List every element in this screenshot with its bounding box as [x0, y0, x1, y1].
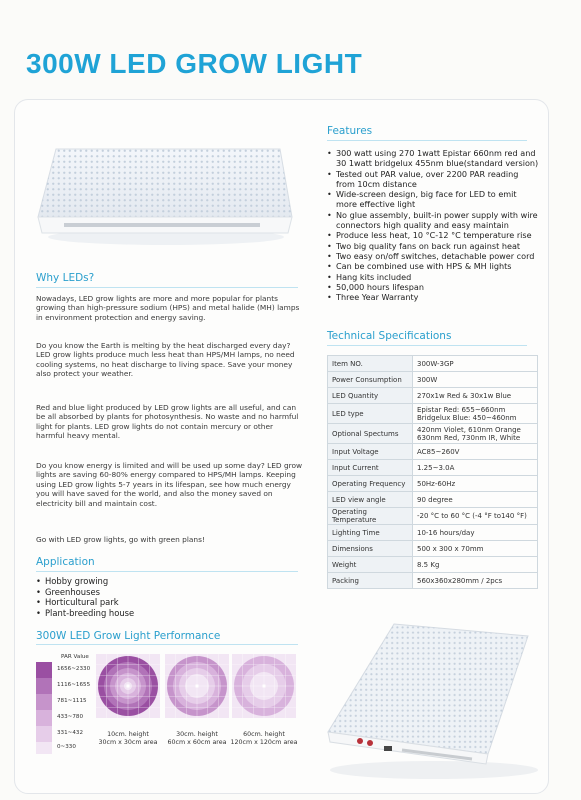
spec-value: 500 x 300 x 70mm — [413, 541, 538, 557]
spec-row — [328, 388, 538, 404]
spec-label: Optional Spectums — [328, 424, 413, 444]
feature-item: • No glue assembly, built-in power supply with wire connectors high quality and easy maintain — [327, 210, 539, 231]
spec-value: 90 degree — [413, 492, 538, 508]
feature-item: • 300 watt using 270 1watt Epistar 660nm red and 30 1watt bridgelux 455nm blue(standard version) — [327, 148, 539, 169]
power-switch-icon — [357, 738, 363, 744]
par-legend-title: PAR Value — [61, 654, 89, 660]
why-leds-heading: Why LEDs? — [36, 272, 95, 284]
par-legend-swatch — [36, 694, 52, 710]
spec-label: LED type — [328, 404, 413, 424]
why-leds-paragraph: Do you know the Earth is melting by the heat discharged every day? LED grow lights produce much less heat than HPS/MH lamps, no need cooling systems, no heat discharge to living space. Save your money also protect your weather. — [36, 341, 295, 379]
feature-item: • Two easy on/off switches, detachable power cord — [327, 251, 539, 261]
spec-value: AC85~260V — [413, 444, 538, 460]
product-image-bottom — [322, 604, 542, 782]
application-item: • Horticultural park — [36, 597, 276, 608]
why-leds-paragraph: Red and blue light produced by LED grow lights are all useful, and can be all absorbed by plants for photosynthesis. No waste and no harmful light for plants. LED grow lights do not contain mercury or other harmful heavy mental. — [36, 403, 299, 441]
par-caption-area: 120cm x 120cm area — [230, 738, 298, 746]
why-leds-divider — [36, 287, 298, 288]
spec-value: 10-16 hours/day — [413, 525, 538, 541]
par-caption-area: 30cm x 30cm area — [98, 738, 158, 746]
spec-row — [328, 476, 538, 492]
spec-row — [328, 460, 538, 476]
par-heatmap-30cm — [165, 654, 229, 718]
par-heatmap-10cm — [96, 654, 160, 718]
spec-value: -20 °C to 60 °C (-4 °F to140 °F) — [413, 508, 538, 525]
spec-label: Operating Frequency — [328, 476, 413, 492]
spec-value: 560x360x280mm / 2pcs — [413, 573, 538, 589]
par-caption-60cm — [226, 731, 302, 746]
performance-heading: 300W LED Grow Light Performance — [36, 630, 221, 642]
application-divider — [36, 571, 298, 572]
spec-value: 420nm Violet, 610nm Orange 630nm Red, 730nm IR, White — [413, 424, 538, 444]
spec-value: 1.25~3.0A — [413, 460, 538, 476]
product-image-top — [34, 137, 296, 249]
why-leds-paragraph: Nowadays, LED grow lights are more and more popular for plants growing than high-pressure sodium (HPS) and metal halide (MH) lamps in environment protection and energy saving. — [36, 294, 300, 322]
spec-row — [328, 573, 538, 589]
spec-row — [328, 424, 538, 444]
par-caption-height: 30cm. height — [176, 731, 218, 738]
par-caption-height: 60cm. height — [243, 731, 285, 738]
spec-label: Packing — [328, 573, 413, 589]
feature-item: • Can be combined use with HPS & MH lights — [327, 261, 539, 271]
par-legend-label: 0~330 — [57, 744, 76, 750]
application-item: • Hobby growing — [36, 576, 276, 587]
spec-row — [328, 508, 538, 525]
application-list — [36, 576, 276, 618]
spec-value: 270x1w Red & 30x1w Blue — [413, 388, 538, 404]
application-item: • Plant-breeding house — [36, 608, 276, 619]
par-legend-label: 781~1115 — [57, 698, 87, 704]
application-heading: Application — [36, 556, 95, 568]
spec-row — [328, 404, 538, 424]
par-legend-label: 1116~1655 — [57, 682, 91, 688]
spec-label: Lighting Time — [328, 525, 413, 541]
spec-row — [328, 492, 538, 508]
spec-label: Weight — [328, 557, 413, 573]
par-caption-10cm — [90, 731, 166, 746]
spec-label: LED view angle — [328, 492, 413, 508]
par-legend-label: 433~780 — [57, 714, 84, 720]
par-legend-label: 331~432 — [57, 730, 84, 736]
spec-value: 300W — [413, 372, 538, 388]
spec-label: Input Voltage — [328, 444, 413, 460]
spec-label: Power Consumption — [328, 372, 413, 388]
spec-row — [328, 356, 538, 372]
feature-item: • Two big quality fans on back run against heat — [327, 241, 539, 251]
spec-label: LED Quantity — [328, 388, 413, 404]
par-caption-area: 60cm x 60cm area — [167, 738, 227, 746]
par-caption-height: 10cm. height — [107, 731, 149, 738]
why-leds-paragraph: Do you know energy is limited and will be used up some day? LED grow lights are saving 60-80% energy compared to HPS/MH lamps. Keeping using LED grow lights 5-7 years in its lifespan, see how much energy you will have saved for the world, and also the money saved on electricity bill and maintain cost. — [36, 461, 303, 508]
power-switch-icon — [367, 740, 373, 746]
feature-item: • Three Year Warranty — [327, 292, 539, 302]
feature-item: • Wide-screen design, big face for LED to emit more effective light — [327, 189, 539, 210]
spec-label: Operating Temperature — [328, 508, 413, 525]
feature-item: • Produce less heat, 10 °C-12 °C temperature rise — [327, 230, 539, 240]
feature-item: • 50,000 hours lifespan — [327, 282, 539, 292]
spec-value: 50Hz-60Hz — [413, 476, 538, 492]
spec-row — [328, 541, 538, 557]
spec-row — [328, 444, 538, 460]
feature-item: • Hang kits included — [327, 272, 539, 282]
spec-row — [328, 372, 538, 388]
performance-divider — [36, 644, 298, 645]
spec-label: Item NO. — [328, 356, 413, 372]
spec-value: 300W-3GP — [413, 356, 538, 372]
features-heading: Features — [327, 125, 373, 137]
par-heatmap-60cm — [232, 654, 296, 718]
spec-table — [327, 355, 538, 589]
spec-row — [328, 525, 538, 541]
par-legend-swatch — [36, 662, 52, 678]
par-legend-swatch — [36, 726, 52, 742]
specs-divider — [327, 345, 527, 346]
why-leds-paragraph: Go with LED grow lights, go with green plans! — [36, 535, 205, 544]
par-legend-swatch — [36, 710, 52, 726]
features-divider — [327, 140, 527, 141]
par-legend-swatch — [36, 742, 52, 754]
features-list — [327, 148, 539, 302]
par-caption-30cm — [159, 731, 235, 746]
spec-label: Input Current — [328, 460, 413, 476]
par-legend-swatch — [36, 678, 52, 694]
specs-heading: Technical Specifications — [327, 330, 452, 342]
spec-value: Epistar Red: 655~660nm Bridgelux Blue: 450~460nm — [413, 404, 538, 424]
page-title: 300W LED GROW LIGHT — [26, 48, 363, 79]
application-item: • Greenhouses — [36, 587, 276, 598]
spec-value: 8.5 Kg — [413, 557, 538, 573]
feature-item: • Tested out PAR value, over 2200 PAR reading from 10cm distance — [327, 169, 539, 190]
par-legend-label: 1656~2330 — [57, 666, 91, 672]
spec-label: Dimensions — [328, 541, 413, 557]
power-socket-icon — [384, 746, 392, 751]
spec-row — [328, 557, 538, 573]
